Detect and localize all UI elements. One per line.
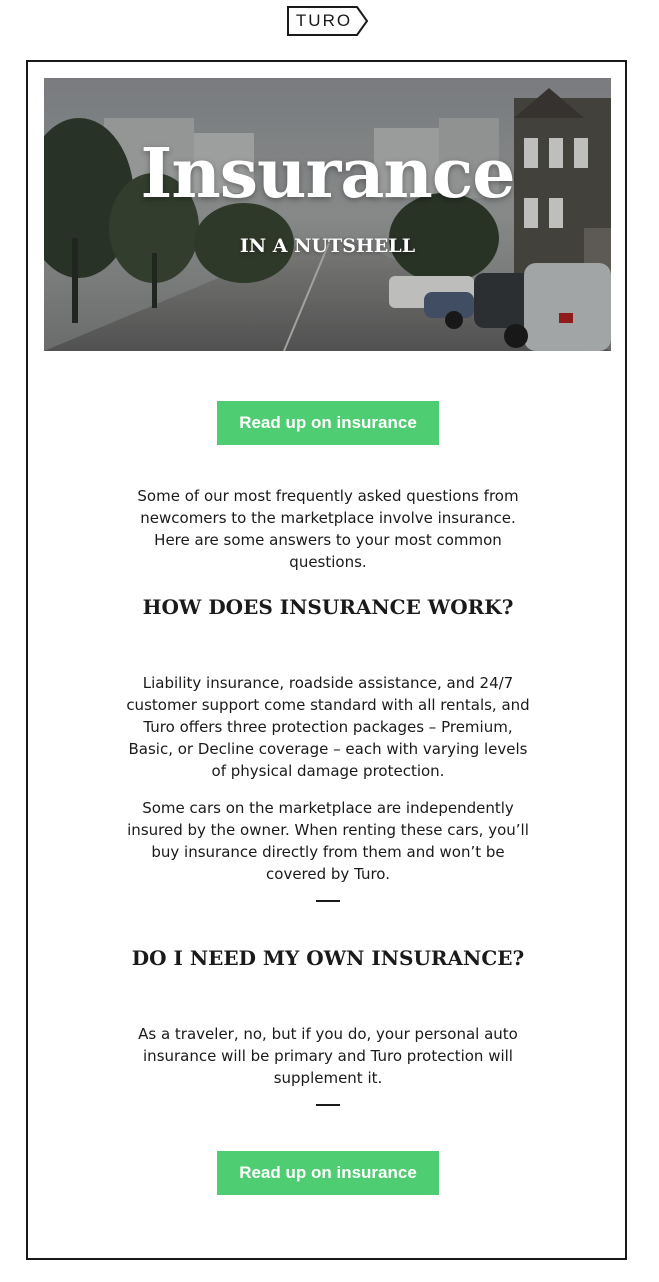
logo-text: TURO (295, 11, 353, 30)
section-divider (316, 900, 340, 902)
turo-logo[interactable] (287, 6, 369, 36)
street-hill-photo (44, 78, 611, 351)
heading-how-insurance-works: HOW DOES INSURANCE WORK? (142, 595, 514, 619)
how-insurance-paragraph-1: Liability insurance, roadside assistance, and 24/7 customer support come standard with all rentals, and Turo offers three protection packages – Premium, Basic, or Decline coverage – each with varying levels of physical damage protection. (126, 674, 530, 780)
read-insurance-button-bottom[interactable]: Read up on insurance (217, 1151, 439, 1195)
hero-banner (44, 78, 611, 351)
read-insurance-button-top[interactable]: Read up on insurance (217, 401, 439, 445)
own-insurance-paragraph: As a traveler, no, but if you do, your personal auto insurance will be primary and Turo protection will supplement it. (138, 1025, 518, 1087)
heading-need-own-insurance: DO I NEED MY OWN INSURANCE? (131, 946, 525, 970)
section-divider (316, 1104, 340, 1106)
hero-title: Insurance (140, 134, 515, 214)
hero-subtitle: IN A NUTSHELL (239, 235, 416, 257)
email-card (26, 60, 627, 1260)
how-insurance-paragraph-2: Some cars on the marketplace are independently insured by the owner. When renting these cars, you’ll buy insurance directly from them and won’t be covered by Turo. (127, 799, 529, 883)
intro-paragraph: Some of our most frequently asked questions from newcomers to the marketplace involve insurance. Here are some answers to your most common questions. (137, 487, 519, 571)
